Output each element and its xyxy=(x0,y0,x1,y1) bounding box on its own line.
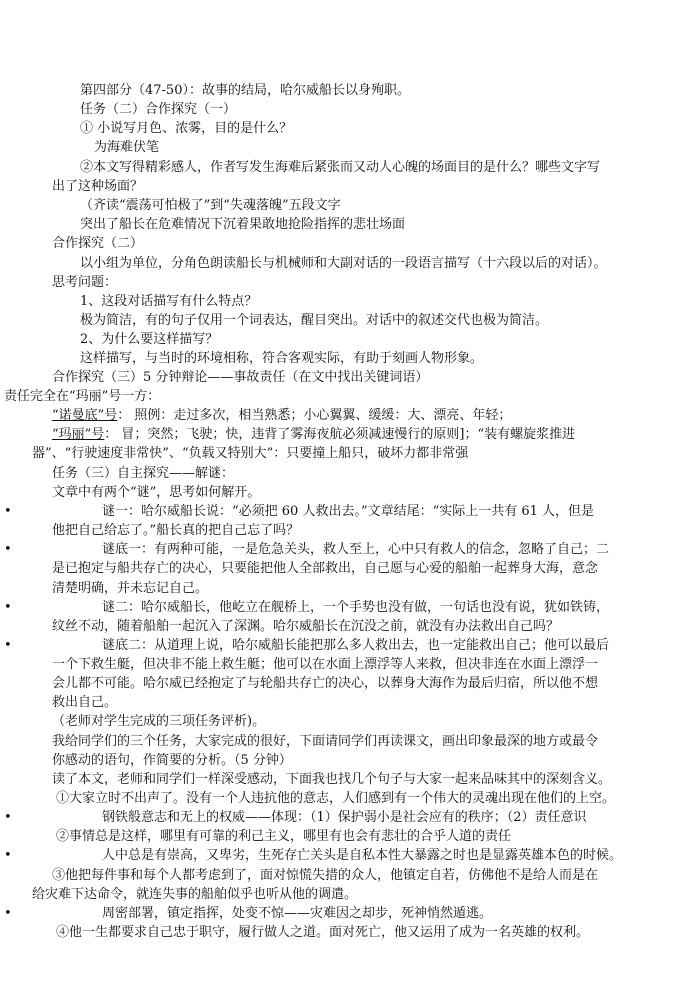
text-line: 任务（三）自主探究——解谜： xyxy=(52,466,235,481)
ship-name-underlined: “玛丽”号 xyxy=(52,427,105,442)
text-line: 谜底一：有两种可能，一是危急关头，救人至上，心中只有救人的信念，忽略了自己；二 xyxy=(102,542,610,557)
ship-description: ： 照例：走过多次，相当熟悉；小心翼翼、缓缓：大、漂亮、年轻； xyxy=(117,408,512,423)
text-line: 器”、“行驶速度非常快”、“负载又特别大”：只要撞上船只，破坏力都非常强 xyxy=(32,446,469,461)
bullet: • xyxy=(4,810,12,825)
text-line: 责任完全在“玛丽”号一方： xyxy=(4,389,161,404)
bullet: • xyxy=(4,600,12,615)
text-line: 谜二：哈尔威船长，他屹立在舰桥上，一个手势也没有做，一句话也没有说，犹如铁铸， xyxy=(102,600,610,615)
text-line: 是已抱定与船共存亡的决心，只要能把他人全部救出，自己愿与心爱的船舶一起葬身大海，意念 xyxy=(52,561,599,576)
text-line: 第四部分（47-50）：故事的结局，哈尔威船长以身殉职。 xyxy=(80,83,410,98)
text-line: 1、这段对话描写有什么特点？ xyxy=(80,294,258,309)
text-line: 这样描写，与当时的环境相称，符合客观实际，有助于刻画人物形象。 xyxy=(80,351,484,366)
text-line: 谜底二：从道理上说，哈尔威船长能把那么多人救出去，也一定能救出自己；他可以最后 xyxy=(102,638,610,653)
text-line: （齐读“震荡可怕极了”到“失魂落魄”五段文字 xyxy=(80,198,341,213)
text-line: 纹丝不动，随着船舶一起沉入了深渊。哈尔威船长在沉没之前，就没有办法救出自己吗？ xyxy=(52,619,560,634)
text-line: ①大家立时不出声了。没有一个人违抗他的意志，人们感到有一个伟大的灵魂出现在他们的上空。 xyxy=(56,791,616,806)
text-line: 他把自己给忘了。”船长真的把自己忘了吗？ xyxy=(52,523,300,538)
ship-name-underlined: “诺曼底”号 xyxy=(52,408,118,423)
text-line: 极为简洁，有的句子仅用一个词表达，醒目突出。对话中的叙述交代也极为简洁。 xyxy=(80,313,549,328)
text-line: ②本文写得精彩感人，作者写发生海难后紧张而又动人心魄的场面目的是什么？哪些文字写 xyxy=(80,160,601,175)
text-line: （老师对学生完成的三项任务评析)。 xyxy=(52,714,266,729)
text-line: ③他把每件事和每个人都考虑到了，面对惊慌失措的众人，他镇定自若，仿佛他不是给人而是在 xyxy=(52,868,599,883)
text-line: 出了这种场面？ xyxy=(52,179,144,194)
text-line: 2、为什么要这样描写？ xyxy=(80,332,219,347)
text-line: 思考问题： xyxy=(52,275,118,290)
text-line: 一个下救生艇，但决非不能上救生艇；他可以在水面上漂浮等人来救，但决非连在水面上漂浮一 xyxy=(52,657,599,672)
text-line: 给灾难下达命令，就连失事的船舶似乎也听从他的调遣。 xyxy=(32,887,358,902)
text-line: 清楚明确，并未忘记自己。 xyxy=(52,581,209,596)
text-line: 合作探究（三）5 分钟辩论——事故责任（在文中找出关键词语） xyxy=(52,370,429,385)
bullet: • xyxy=(4,638,12,653)
text-line: ④他一生都要求自己忠于职守，履行做人之道。面对死亡，他又运用了成为一名英雄的权利。 xyxy=(56,925,590,940)
text-line: 救出自己。 xyxy=(52,695,118,710)
text-line: 文章中有两个“谜”，思考如何解开。 xyxy=(52,485,261,500)
text-line: 谜一：哈尔威船长说：“必须把 60 人救出去。”文章结尾：“实际上一共有 61 人，但是 xyxy=(102,504,595,519)
bullet: • xyxy=(4,542,12,557)
text-line xyxy=(52,425,575,444)
text-line: ②事情总是这样，哪里有可靠的利己主义，哪里有也会有悲壮的合乎人道的责任 xyxy=(56,829,512,844)
bullet: • xyxy=(4,504,12,519)
bullet: • xyxy=(4,906,12,921)
text-line: 会儿都不可能。哈尔威已经抱定了与轮船共存亡的决心，以葬身大海作为最后归宿，所以他不想 xyxy=(52,676,599,691)
text-line: 钢铁般意志和无上的权威——体现：（1）保护弱小是社会应有的秩序；（2）责任意识 xyxy=(102,810,587,825)
text-line: 你感动的语句，作简要的分析。（5 分钟） xyxy=(52,753,292,768)
text-line xyxy=(52,406,511,425)
text-line: 任务（二）合作探究（一） xyxy=(80,102,237,117)
text-line: 读了本文，老师和同学们一样深受感动，下面我也找几个句子与大家一起来品味其中的深刻含义。 xyxy=(52,772,612,787)
text-line: 突出了船长在危难情况下沉着果敢地抢险指挥的悲壮场面 xyxy=(80,217,406,232)
text-line: 我给同学们的三个任务，大家完成的很好，下面请同学们再读课文，画出印象最深的地方或最令 xyxy=(52,734,599,749)
text-line: 合作探究（二） xyxy=(52,236,144,251)
text-line: 以小组为单位，分角色朗读船长与机械师和大副对话的一段语言描写（十六段以后的对话）。 xyxy=(80,256,607,271)
text-line: 为海难伏笔 xyxy=(94,140,160,155)
bullet: • xyxy=(4,848,12,863)
text-line: 周密部署，镇定指挥，处变不惊——灾难因之却步，死神悄然遁逃。 xyxy=(102,906,493,921)
text-line: 人中总是有崇高，又卑劣，生死存亡关头是自私本性大暴露之时也是显露英雄本色的时候。 xyxy=(102,848,623,863)
text-line: ① 小说写月色、浓雾，目的是什么？ xyxy=(80,121,293,136)
ship-description: ： 冒；突然；飞驶；快，违背了雾海夜航必须减速慢行的原则]；“装有螺旋浆推进 xyxy=(104,427,576,442)
